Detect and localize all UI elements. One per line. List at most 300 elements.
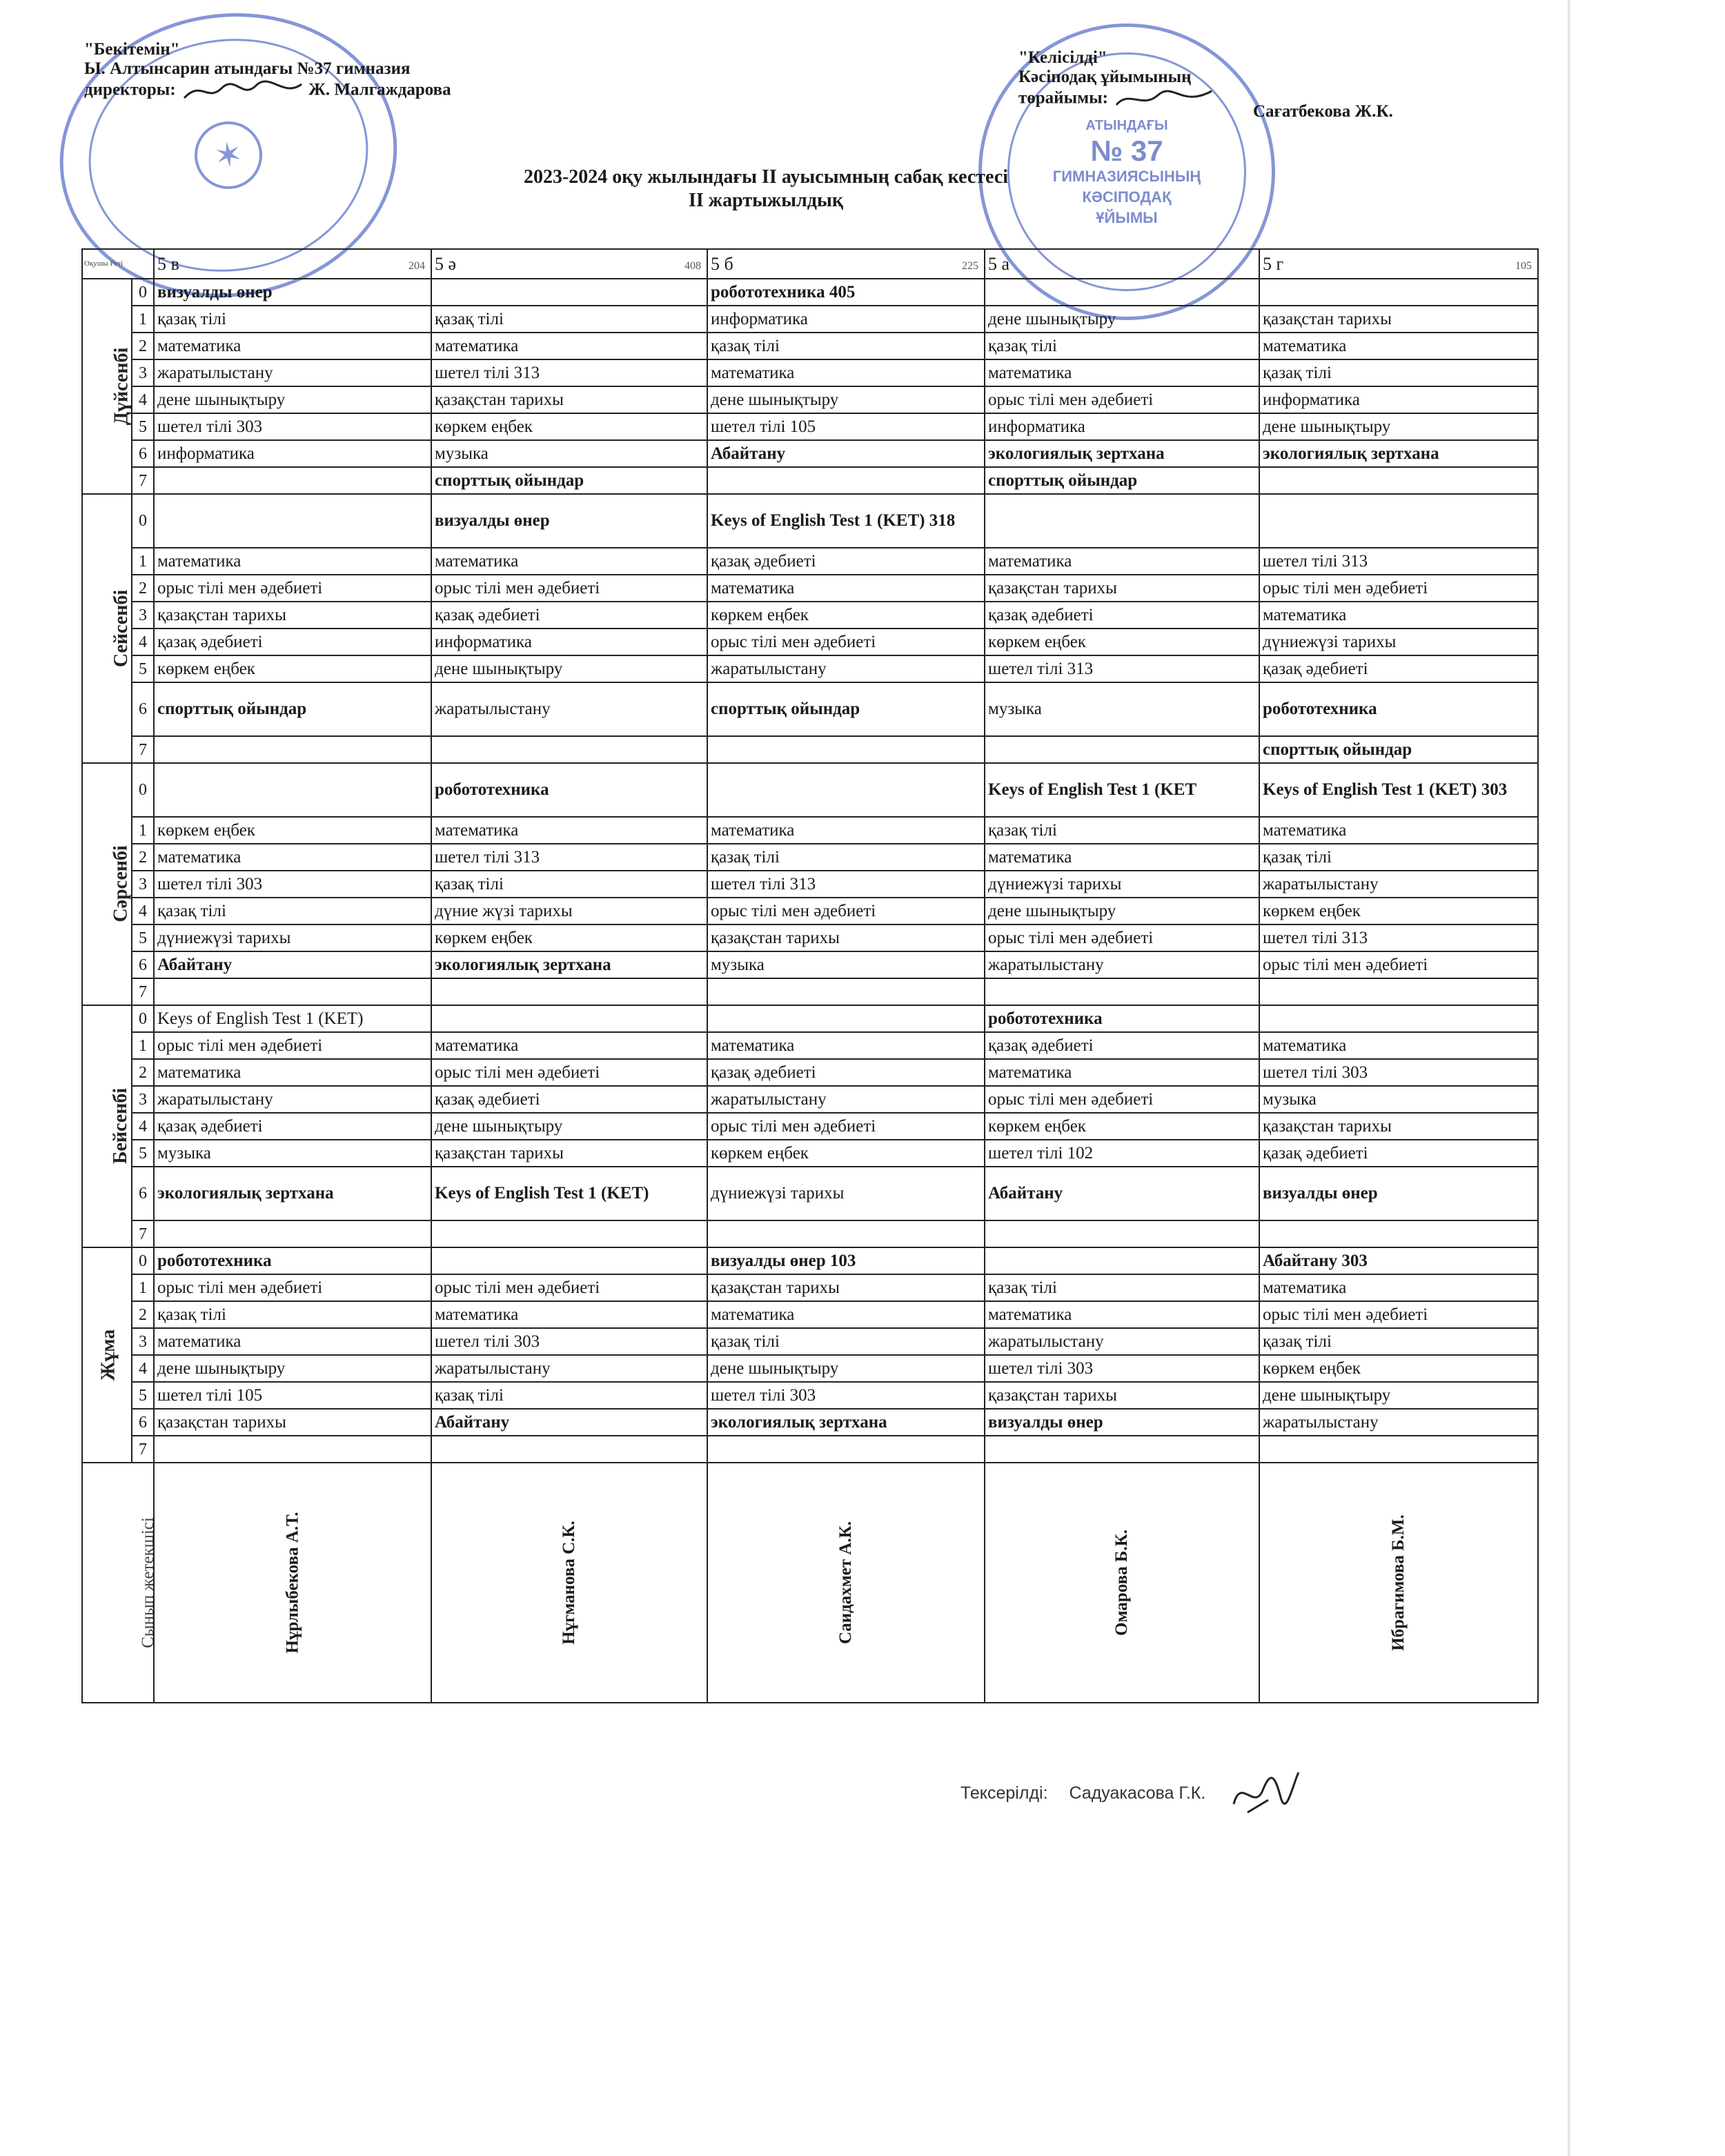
lesson-number: 1 (132, 306, 154, 333)
lesson-cell: математика (1259, 1032, 1538, 1059)
lesson-cell: жаратылыстану (707, 655, 985, 682)
lesson-row (82, 1086, 1538, 1113)
lesson-cell: математика (1259, 602, 1538, 629)
lesson-cell (1259, 978, 1538, 1005)
lesson-cell: математика (1259, 333, 1538, 359)
lesson-cell: қазақ тілі (1259, 844, 1538, 871)
lesson-number: 6 (132, 440, 154, 467)
chair-signature-icon (1112, 87, 1216, 112)
lesson-row (82, 817, 1538, 844)
lesson-cell: қазақ тілі (985, 817, 1259, 844)
lesson-cell: экологиялық зертхана (154, 1167, 431, 1220)
lesson-cell: орыс тілі мен әдебиеті (1259, 951, 1538, 978)
lesson-cell: орыс тілі мен әдебиеті (431, 575, 707, 602)
lesson-cell: көркем еңбек (985, 629, 1259, 655)
lesson-number: 2 (132, 1059, 154, 1086)
lesson-cell: дене шынықтыру (985, 306, 1259, 333)
lesson-cell: визуалды өнер (985, 1409, 1259, 1436)
class-name: 5 ә (435, 253, 457, 274)
lesson-cell (154, 467, 431, 494)
lesson-row (82, 1301, 1538, 1328)
class-teacher-name: Омарова Б.К. (1112, 1530, 1131, 1636)
lesson-cell: қазақстан тарихы (985, 575, 1259, 602)
lesson-cell: шетел тілі 313 (707, 871, 985, 898)
lesson-row (82, 1032, 1538, 1059)
day-name: Дүйсенбі (110, 347, 132, 425)
lesson-cell (1259, 1436, 1538, 1463)
day-name: Сәрсенбі (110, 845, 132, 922)
lesson-row (82, 951, 1538, 978)
lesson-number: 6 (132, 1409, 154, 1436)
stamp-text-2: ГИМНАЗИЯСЫНЫҢ (1052, 168, 1201, 185)
lesson-row (82, 924, 1538, 951)
lesson-cell: шетел тілі 313 (431, 844, 707, 871)
lesson-cell: көркем еңбек (431, 413, 707, 440)
lesson-row (82, 978, 1538, 1005)
lesson-cell: жаратылыстану (431, 682, 707, 736)
corner-cell: Оқушы Реті (82, 249, 154, 279)
lesson-cell: қазақстан тарихы (707, 924, 985, 951)
lesson-row (82, 682, 1538, 736)
stamp-text-4: ҰЙЫМЫ (1096, 209, 1158, 226)
lesson-cell (154, 1220, 431, 1247)
class-name: 5 a (988, 253, 1010, 274)
agreement-block (1018, 48, 1393, 121)
class-room: 204 (408, 260, 425, 272)
lesson-cell: экологиялық зертхана (985, 440, 1259, 467)
lesson-cell: жаратылыстану (154, 359, 431, 386)
lesson-row (82, 1059, 1538, 1086)
lesson-cell: математика (985, 359, 1259, 386)
lesson-row (82, 333, 1538, 359)
lesson-cell: робототехника 405 (707, 279, 985, 306)
lesson-number: 4 (132, 386, 154, 413)
lesson-cell: дүниежүзі тарихы (985, 871, 1259, 898)
lesson-row (82, 1140, 1538, 1167)
class-teacher-label-cell (82, 1463, 157, 1703)
lesson-number: 2 (132, 1301, 154, 1328)
lesson-cell (985, 736, 1259, 763)
lesson-cell: дүниежүзі тарихы (154, 924, 431, 951)
class-header (154, 249, 431, 279)
lesson-cell: Keys of English Test 1 (KET (985, 763, 1259, 817)
lesson-cell: математика (707, 817, 985, 844)
lesson-cell (1259, 279, 1538, 306)
lesson-row (82, 736, 1538, 763)
lesson-number: 6 (132, 951, 154, 978)
lesson-cell: шетел тілі 303 (154, 413, 431, 440)
checked-by-name: Садуакасова Г.К. (1069, 1783, 1206, 1803)
lesson-cell: математика (985, 1301, 1259, 1328)
lesson-row (82, 629, 1538, 655)
lesson-cell: музыка (707, 951, 985, 978)
class-teacher-name: Ибрагимова Б.М. (1389, 1514, 1408, 1651)
agreement-chair-name: Сағатбекова Ж.К. (1253, 102, 1393, 121)
day-name: Сейсенбі (110, 589, 132, 667)
lesson-cell: көркем еңбек (431, 924, 707, 951)
lesson-cell (985, 494, 1259, 548)
lesson-cell (154, 494, 431, 548)
lesson-row (82, 359, 1538, 386)
class-teacher-name: Нұрлыбекова А.Т. (283, 1512, 302, 1654)
class-room: 225 (962, 260, 978, 272)
class-name: 5 в (157, 253, 179, 274)
lesson-cell: Абайтану (707, 440, 985, 467)
lesson-cell: музыка (1259, 1086, 1538, 1113)
lesson-row (82, 440, 1538, 467)
lesson-cell: математика (154, 1328, 431, 1355)
approval-director-label: директоры: (84, 80, 176, 99)
lesson-cell: шетел тілі 303 (1259, 1059, 1538, 1086)
lesson-cell: қазақстан тарихы (1259, 1113, 1538, 1140)
lesson-cell: дене шынықтыру (431, 655, 707, 682)
lesson-row (82, 602, 1538, 629)
lesson-number: 1 (132, 548, 154, 575)
lesson-cell: қазақ тілі (985, 1274, 1259, 1301)
lesson-cell: дүние жүзі тарихы (431, 898, 707, 924)
lesson-cell: қазақ әдебиеті (1259, 1140, 1538, 1167)
lesson-cell: қазақстан тарихы (154, 602, 431, 629)
lesson-cell (985, 279, 1259, 306)
class-teacher-row (82, 1463, 1538, 1703)
class-teacher-cell (154, 1463, 431, 1703)
lesson-cell (707, 1220, 985, 1247)
checker-signature-icon (1227, 1770, 1303, 1818)
lesson-cell: Абайтану (985, 1167, 1259, 1220)
lesson-cell: қазақ тілі (1259, 1328, 1538, 1355)
lesson-cell (707, 1436, 985, 1463)
lesson-cell: музыка (154, 1140, 431, 1167)
day-name: Жұма (97, 1329, 119, 1381)
lesson-number: 5 (132, 413, 154, 440)
lesson-cell: визуалды өнер 103 (707, 1247, 985, 1274)
lesson-cell: шетел тілі 303 (985, 1355, 1259, 1382)
lesson-cell: қазақ әдебиеті (154, 629, 431, 655)
lesson-cell: шетел тілі 105 (707, 413, 985, 440)
lesson-number: 3 (132, 602, 154, 629)
lesson-cell: орыс тілі мен әдебиеті (154, 575, 431, 602)
lesson-cell: Keys of English Test 1 (KET) (431, 1167, 707, 1220)
lesson-row (82, 1113, 1538, 1140)
lesson-cell (431, 978, 707, 1005)
lesson-cell: жаратылыстану (154, 1086, 431, 1113)
lesson-cell: математика (154, 844, 431, 871)
lesson-cell: спорттық ойындар (154, 682, 431, 736)
lesson-cell: орыс тілі мен әдебиеті (431, 1274, 707, 1301)
stamp-text-3: КӘСІПОДАҚ (1082, 188, 1172, 206)
lesson-cell (707, 763, 985, 817)
lesson-row (82, 1436, 1538, 1463)
lesson-cell (431, 736, 707, 763)
lesson-cell: математика (1259, 1274, 1538, 1301)
lesson-row (82, 548, 1538, 575)
lesson-row (82, 844, 1538, 871)
lesson-cell: спорттық ойындар (1259, 736, 1538, 763)
day-cell (82, 1247, 132, 1463)
lesson-cell: орыс тілі мен әдебиеті (707, 629, 985, 655)
director-signature-icon (180, 79, 304, 103)
lesson-cell: Абайтану (431, 1409, 707, 1436)
lesson-number: 3 (132, 871, 154, 898)
class-header (431, 249, 707, 279)
lesson-cell: орыс тілі мен әдебиеті (985, 1086, 1259, 1113)
lesson-cell: информатика (985, 413, 1259, 440)
lesson-cell: экологиялық зертхана (1259, 440, 1538, 467)
schedule-table (81, 248, 1539, 1703)
class-teacher-cell (1259, 1463, 1538, 1703)
lesson-cell: көркем еңбек (154, 655, 431, 682)
schedule-body (82, 279, 1538, 1463)
lesson-cell (1259, 1220, 1538, 1247)
class-teacher-name: Саидахмет А.К. (836, 1521, 855, 1644)
lesson-cell: орыс тілі мен әдебиеті (154, 1032, 431, 1059)
lesson-cell: қазақ тілі (431, 871, 707, 898)
lesson-cell: шетел тілі 105 (154, 1382, 431, 1409)
lesson-cell: экологиялық зертхана (431, 951, 707, 978)
lesson-cell: информатика (1259, 386, 1538, 413)
checked-by (960, 1770, 1303, 1818)
lesson-cell: көркем еңбек (1259, 898, 1538, 924)
lesson-cell: қазақ әдебиеті (707, 1059, 985, 1086)
lesson-cell (431, 1220, 707, 1247)
lesson-cell: қазақ тілі (431, 1382, 707, 1409)
lesson-cell: орыс тілі мен әдебиеті (985, 386, 1259, 413)
lesson-cell: көркем еңбек (985, 1113, 1259, 1140)
lesson-cell: қазақ әдебиеті (431, 602, 707, 629)
title-line-1: 2023-2024 оқу жылындағы ІІ ауысымның сабақ кестесі (523, 166, 1009, 188)
lesson-number: 0 (132, 494, 154, 548)
lesson-number: 0 (132, 1005, 154, 1032)
lesson-cell: орыс тілі мен әдебиеті (985, 924, 1259, 951)
lesson-cell: математика (431, 333, 707, 359)
lesson-cell: математика (154, 548, 431, 575)
approval-line-1: "Бекітемін" (84, 40, 180, 59)
agreement-line-2: Кәсіподақ ұйымының (1018, 68, 1192, 86)
lesson-cell (707, 1005, 985, 1032)
lesson-cell: дене шынықтыру (154, 386, 431, 413)
agreement-line-1: "Келісілді" (1018, 48, 1107, 67)
lesson-number: 4 (132, 898, 154, 924)
lesson-cell: математика (985, 1059, 1259, 1086)
page-edge (1568, 0, 1570, 2156)
day-cell (82, 1005, 132, 1247)
class-teacher-name: Нұгманова С.К. (559, 1521, 578, 1645)
lesson-number: 4 (132, 629, 154, 655)
lesson-cell: қазақ тілі (431, 306, 707, 333)
lesson-cell (985, 978, 1259, 1005)
lesson-cell: орыс тілі мен әдебиеті (154, 1274, 431, 1301)
lesson-cell: математика (431, 1032, 707, 1059)
lesson-cell (1259, 494, 1538, 548)
day-name: Бейсенбі (110, 1087, 132, 1165)
lesson-cell: көркем еңбек (707, 1140, 985, 1167)
lesson-number: 2 (132, 333, 154, 359)
lesson-cell: шетел тілі 303 (431, 1328, 707, 1355)
lesson-number: 1 (132, 1274, 154, 1301)
lesson-cell: визуалды өнер (431, 494, 707, 548)
lesson-cell: робототехника (431, 763, 707, 817)
lesson-cell (985, 1247, 1259, 1274)
lesson-number: 3 (132, 1328, 154, 1355)
lesson-cell: жаратылыстану (1259, 1409, 1538, 1436)
lesson-row (82, 1167, 1538, 1220)
lesson-number: 6 (132, 1167, 154, 1220)
lesson-cell: шетел тілі 303 (154, 871, 431, 898)
day-cell (82, 763, 132, 1005)
lesson-number: 5 (132, 1140, 154, 1167)
stamp-text-top: АТЫНДАҒЫ (1085, 118, 1168, 133)
lesson-number: 7 (132, 467, 154, 494)
day-cell (82, 279, 132, 494)
lesson-number: 0 (132, 279, 154, 306)
lesson-number: 0 (132, 763, 154, 817)
lesson-cell (431, 1247, 707, 1274)
lesson-cell: қазақстан тарихы (154, 1409, 431, 1436)
class-teacher-cell (707, 1463, 985, 1703)
lesson-row (82, 1382, 1538, 1409)
lesson-cell: музыка (431, 440, 707, 467)
lesson-number: 5 (132, 655, 154, 682)
lesson-cell: математика (1259, 817, 1538, 844)
lesson-row (82, 1355, 1538, 1382)
lesson-number: 5 (132, 1382, 154, 1409)
class-header-row (82, 249, 1538, 279)
lesson-cell: робототехника (1259, 682, 1538, 736)
lesson-cell: Keys of English Test 1 (KET) 318 (707, 494, 985, 548)
lesson-cell: математика (154, 1059, 431, 1086)
lesson-cell: қазақстан тарихы (431, 1140, 707, 1167)
lesson-cell: жаратылыстану (1259, 871, 1538, 898)
lesson-cell: қазақстан тарихы (1259, 306, 1538, 333)
lesson-cell: спорттық ойындар (431, 467, 707, 494)
lesson-cell: математика (431, 548, 707, 575)
lesson-cell: қазақстан тарихы (431, 386, 707, 413)
lesson-cell: дене шынықтыру (1259, 1382, 1538, 1409)
lesson-row (82, 1005, 1538, 1032)
lesson-cell (154, 736, 431, 763)
lesson-cell: қазақ әдебиеті (707, 548, 985, 575)
lesson-cell (707, 736, 985, 763)
lesson-cell: қазақ әдебиеті (985, 1032, 1259, 1059)
lesson-cell: орыс тілі мен әдебиеті (707, 898, 985, 924)
lesson-cell: дүниежүзі тарихы (1259, 629, 1538, 655)
approval-director-name: Ж. Малгаждарова (308, 80, 451, 99)
lesson-cell: информатика (707, 306, 985, 333)
lesson-cell: математика (707, 575, 985, 602)
lesson-cell: робототехника (985, 1005, 1259, 1032)
lesson-cell: математика (985, 844, 1259, 871)
lesson-cell: қазақ тілі (985, 333, 1259, 359)
lesson-cell: жаратылыстану (431, 1355, 707, 1382)
lesson-cell: қазақ әдебиеті (1259, 655, 1538, 682)
lesson-cell: дене шынықтыру (985, 898, 1259, 924)
lesson-row (82, 386, 1538, 413)
lesson-cell: қазақ тілі (707, 844, 985, 871)
lesson-cell (707, 467, 985, 494)
lesson-cell: экологиялық зертхана (707, 1409, 985, 1436)
lesson-cell: дене шынықтыру (707, 1355, 985, 1382)
emblem-icon: ✶ (190, 117, 267, 194)
lesson-cell: математика (985, 548, 1259, 575)
lesson-row (82, 1247, 1538, 1274)
day-cell (82, 494, 132, 763)
lesson-number: 7 (132, 736, 154, 763)
lesson-cell: спорттық ойындар (985, 467, 1259, 494)
lesson-row (82, 467, 1538, 494)
lesson-cell: қазақ тілі (707, 333, 985, 359)
lesson-row (82, 763, 1538, 817)
lesson-cell (1259, 467, 1538, 494)
lesson-row (82, 575, 1538, 602)
lesson-cell: көркем еңбек (154, 817, 431, 844)
lesson-cell (707, 978, 985, 1005)
agreement-chair-label: төрайымы: (1018, 88, 1108, 108)
lesson-cell: Keys of English Test 1 (KET) (154, 1005, 431, 1032)
lesson-number: 1 (132, 1032, 154, 1059)
lesson-cell: жаратылыстану (985, 951, 1259, 978)
lesson-cell (154, 978, 431, 1005)
lesson-cell: дене шынықтыру (1259, 413, 1538, 440)
lesson-cell: орыс тілі мен әдебиеті (1259, 575, 1538, 602)
lesson-cell: робототехника (154, 1247, 431, 1274)
lesson-number: 4 (132, 1113, 154, 1140)
lesson-cell (1259, 1005, 1538, 1032)
lesson-cell: дене шынықтыру (431, 1113, 707, 1140)
lesson-cell: информатика (154, 440, 431, 467)
lesson-cell: жаратылыстану (985, 1328, 1259, 1355)
lesson-cell: дене шынықтыру (707, 386, 985, 413)
lesson-row (82, 871, 1538, 898)
lesson-cell: шетел тілі 313 (985, 655, 1259, 682)
lesson-number: 7 (132, 1220, 154, 1247)
lesson-cell: Абайтану 303 (1259, 1247, 1538, 1274)
lesson-number: 6 (132, 682, 154, 736)
lesson-cell: математика (431, 817, 707, 844)
lesson-cell (431, 1005, 707, 1032)
lesson-number: 3 (132, 359, 154, 386)
lesson-number: 5 (132, 924, 154, 951)
lesson-cell (154, 1436, 431, 1463)
lesson-cell: қазақстан тарихы (707, 1274, 985, 1301)
lesson-cell (431, 279, 707, 306)
class-room: 408 (684, 260, 701, 272)
lesson-cell (431, 1436, 707, 1463)
lesson-cell: қазақ тілі (1259, 359, 1538, 386)
lesson-row (82, 1409, 1538, 1436)
lesson-cell: шетел тілі 313 (431, 359, 707, 386)
lesson-cell: жаратылыстану (707, 1086, 985, 1113)
lesson-row (82, 1328, 1538, 1355)
approval-line-2: Ы. Алтынсарин атындағы №37 гимназия (84, 59, 411, 78)
lesson-cell: қазақ әдебиеті (154, 1113, 431, 1140)
lesson-number: 1 (132, 817, 154, 844)
class-name: 5 б (711, 253, 733, 274)
lesson-cell: математика (707, 1032, 985, 1059)
lesson-number: 2 (132, 844, 154, 871)
lesson-number: 2 (132, 575, 154, 602)
lesson-cell (154, 763, 431, 817)
page-title (0, 166, 1532, 212)
lesson-row (82, 494, 1538, 548)
lesson-cell: математика (707, 359, 985, 386)
lesson-cell: математика (707, 1301, 985, 1328)
lesson-cell: орыс тілі мен әдебиеті (1259, 1301, 1538, 1328)
lesson-row (82, 1220, 1538, 1247)
lesson-cell (985, 1436, 1259, 1463)
checked-by-label: Тексерілді: (960, 1783, 1048, 1803)
lesson-number: 7 (132, 1436, 154, 1463)
lesson-cell: көркем еңбек (707, 602, 985, 629)
